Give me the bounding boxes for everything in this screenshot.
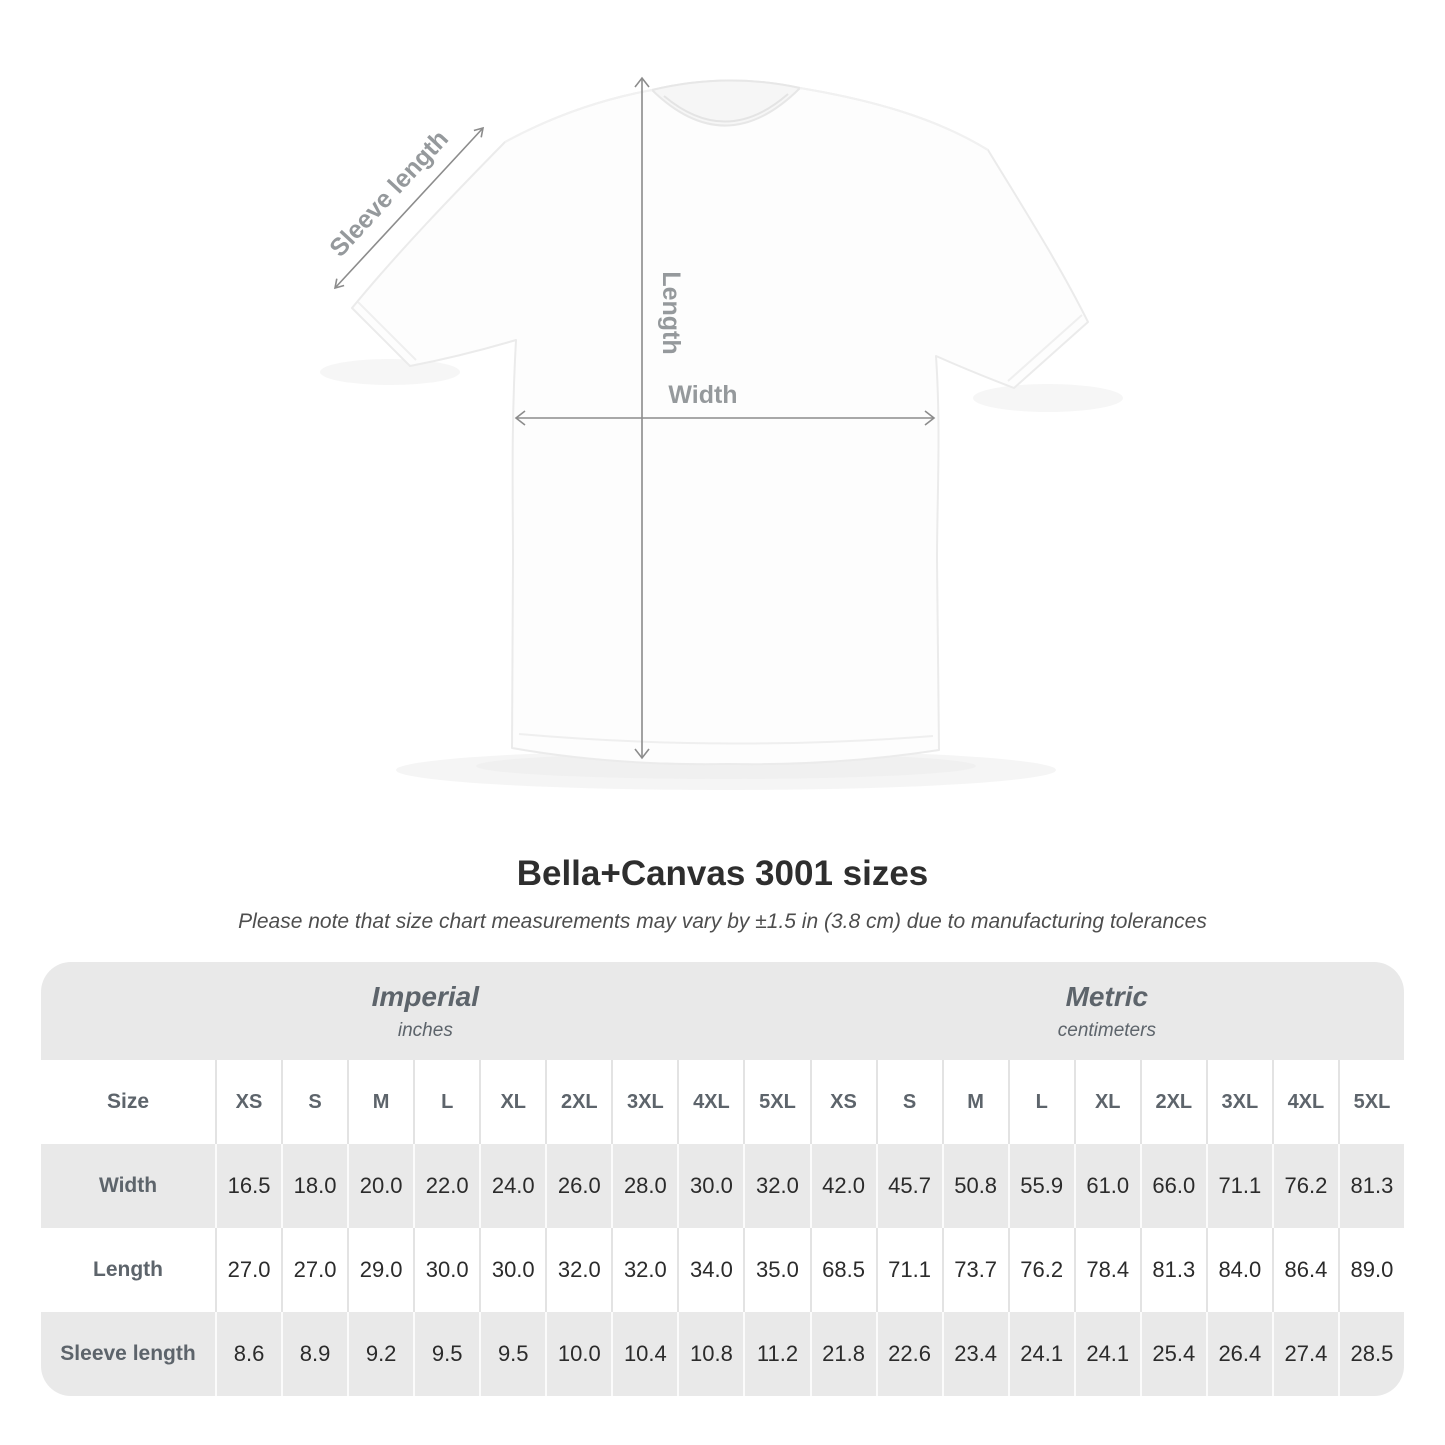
width-value-cell: 81.3 <box>1338 1144 1404 1228</box>
sleeve-value-cell: 9.2 <box>347 1312 413 1396</box>
metric-unit: centimeters <box>1057 1019 1156 1041</box>
width-value-cell: 42.0 <box>810 1144 876 1228</box>
width-value-cell: 16.5 <box>215 1144 281 1228</box>
width-value-cell: 32.0 <box>743 1144 809 1228</box>
metric-header <box>810 962 1404 1060</box>
metric-title: Metric <box>1065 980 1149 1012</box>
row-label-sleeve-length: Sleeve length <box>60 1342 196 1365</box>
width-label: Width <box>668 381 738 409</box>
sleeve-value-cell: 8.9 <box>281 1312 347 1396</box>
size-col-header: L <box>1008 1060 1074 1144</box>
sleeve-value-cell: 10.0 <box>545 1312 611 1396</box>
imperial-unit: inches <box>397 1019 453 1041</box>
width-value-cell: 26.0 <box>545 1144 611 1228</box>
size-col-header: 2XL <box>1140 1060 1206 1144</box>
sleeve-value-cell: 22.6 <box>876 1312 942 1396</box>
size-col-header: S <box>281 1060 347 1144</box>
length-value-cell: 89.0 <box>1338 1228 1404 1312</box>
page-title: Bella+Canvas 3001 sizes <box>516 854 929 893</box>
length-value-cell: 73.7 <box>942 1228 1008 1312</box>
sleeve-value-cell: 10.8 <box>677 1312 743 1396</box>
size-col-header: L <box>413 1060 479 1144</box>
width-value-cell: 30.0 <box>677 1144 743 1228</box>
sleeve-length-label: Sleeve length <box>324 124 455 263</box>
unit-header-band <box>41 962 1404 1060</box>
width-value-cell: 28.0 <box>611 1144 677 1228</box>
size-col-header: XL <box>1074 1060 1140 1144</box>
length-value-cell: 32.0 <box>545 1228 611 1312</box>
length-value-cell: 32.0 <box>611 1228 677 1312</box>
width-value-cell: 50.8 <box>942 1144 1008 1228</box>
sleeve-length-row <box>41 1312 1404 1396</box>
sleeve-value-cell: 27.4 <box>1272 1312 1338 1396</box>
row-label-length: Length <box>93 1258 163 1281</box>
length-value-cell: 27.0 <box>215 1228 281 1312</box>
page-subtitle: Please note that size chart measurements may vary by ±1.5 in (3.8 cm) due to manufacturing tolerances <box>238 910 1207 933</box>
size-col-header: M <box>942 1060 1008 1144</box>
size-col-header: 3XL <box>611 1060 677 1144</box>
size-col-header: M <box>347 1060 413 1144</box>
length-value-cell: 78.4 <box>1074 1228 1140 1312</box>
sleeve-value-cell: 11.2 <box>743 1312 809 1396</box>
length-value-cell: 76.2 <box>1008 1228 1074 1312</box>
size-col-header: S <box>876 1060 942 1144</box>
length-value-cell: 81.3 <box>1140 1228 1206 1312</box>
width-value-cell: 66.0 <box>1140 1144 1206 1228</box>
sleeve-value-cell: 24.1 <box>1008 1312 1074 1396</box>
tshirt-body <box>352 80 1088 764</box>
length-value-cell: 35.0 <box>743 1228 809 1312</box>
size-table <box>41 962 1404 1396</box>
sleeve-value-cell: 10.4 <box>611 1312 677 1396</box>
size-col-header: XS <box>215 1060 281 1144</box>
length-value-cell: 84.0 <box>1206 1228 1272 1312</box>
size-header-row <box>41 1060 1404 1144</box>
sleeve-value-cell: 8.6 <box>215 1312 281 1396</box>
sleeve-value-cell: 9.5 <box>479 1312 545 1396</box>
sleeve-value-cell: 21.8 <box>810 1312 876 1396</box>
width-value-cell: 71.1 <box>1206 1144 1272 1228</box>
row-label-width: Width <box>98 1174 158 1197</box>
width-value-cell: 18.0 <box>281 1144 347 1228</box>
width-value-cell: 24.0 <box>479 1144 545 1228</box>
width-value-cell: 45.7 <box>876 1144 942 1228</box>
sleeve-value-cell: 28.5 <box>1338 1312 1404 1396</box>
imperial-title: Imperial <box>371 980 480 1012</box>
length-value-cell: 71.1 <box>876 1228 942 1312</box>
size-col-header: 3XL <box>1206 1060 1272 1144</box>
sleeve-value-cell: 26.4 <box>1206 1312 1272 1396</box>
length-label: Length <box>657 271 685 355</box>
length-value-cell: 86.4 <box>1272 1228 1338 1312</box>
sleeve-value-cell: 23.4 <box>942 1312 1008 1396</box>
row-header-size: Size <box>106 1090 150 1113</box>
sleeve-value-cell: 24.1 <box>1074 1312 1140 1396</box>
length-value-cell: 29.0 <box>347 1228 413 1312</box>
imperial-header <box>41 962 810 1060</box>
length-value-cell: 27.0 <box>281 1228 347 1312</box>
size-col-header: 2XL <box>545 1060 611 1144</box>
length-value-cell: 30.0 <box>413 1228 479 1312</box>
left-sleeve-shadow <box>320 359 460 385</box>
size-col-header: 5XL <box>1338 1060 1404 1144</box>
width-value-cell: 61.0 <box>1074 1144 1140 1228</box>
width-value-cell: 55.9 <box>1008 1144 1074 1228</box>
width-value-cell: 20.0 <box>347 1144 413 1228</box>
size-col-header: 4XL <box>1272 1060 1338 1144</box>
size-col-header: 5XL <box>743 1060 809 1144</box>
tshirt-graphic <box>320 80 1123 790</box>
width-value-cell: 22.0 <box>413 1144 479 1228</box>
length-value-cell: 68.5 <box>810 1228 876 1312</box>
right-sleeve-shadow <box>973 384 1123 412</box>
size-col-header: XS <box>810 1060 876 1144</box>
size-col-header: XL <box>479 1060 545 1144</box>
size-col-header: 4XL <box>677 1060 743 1144</box>
length-value-cell: 30.0 <box>479 1228 545 1312</box>
width-row <box>41 1144 1404 1228</box>
width-value-cell: 76.2 <box>1272 1144 1338 1228</box>
sleeve-value-cell: 25.4 <box>1140 1312 1206 1396</box>
length-value-cell: 34.0 <box>677 1228 743 1312</box>
length-row <box>41 1228 1404 1312</box>
sleeve-value-cell: 9.5 <box>413 1312 479 1396</box>
